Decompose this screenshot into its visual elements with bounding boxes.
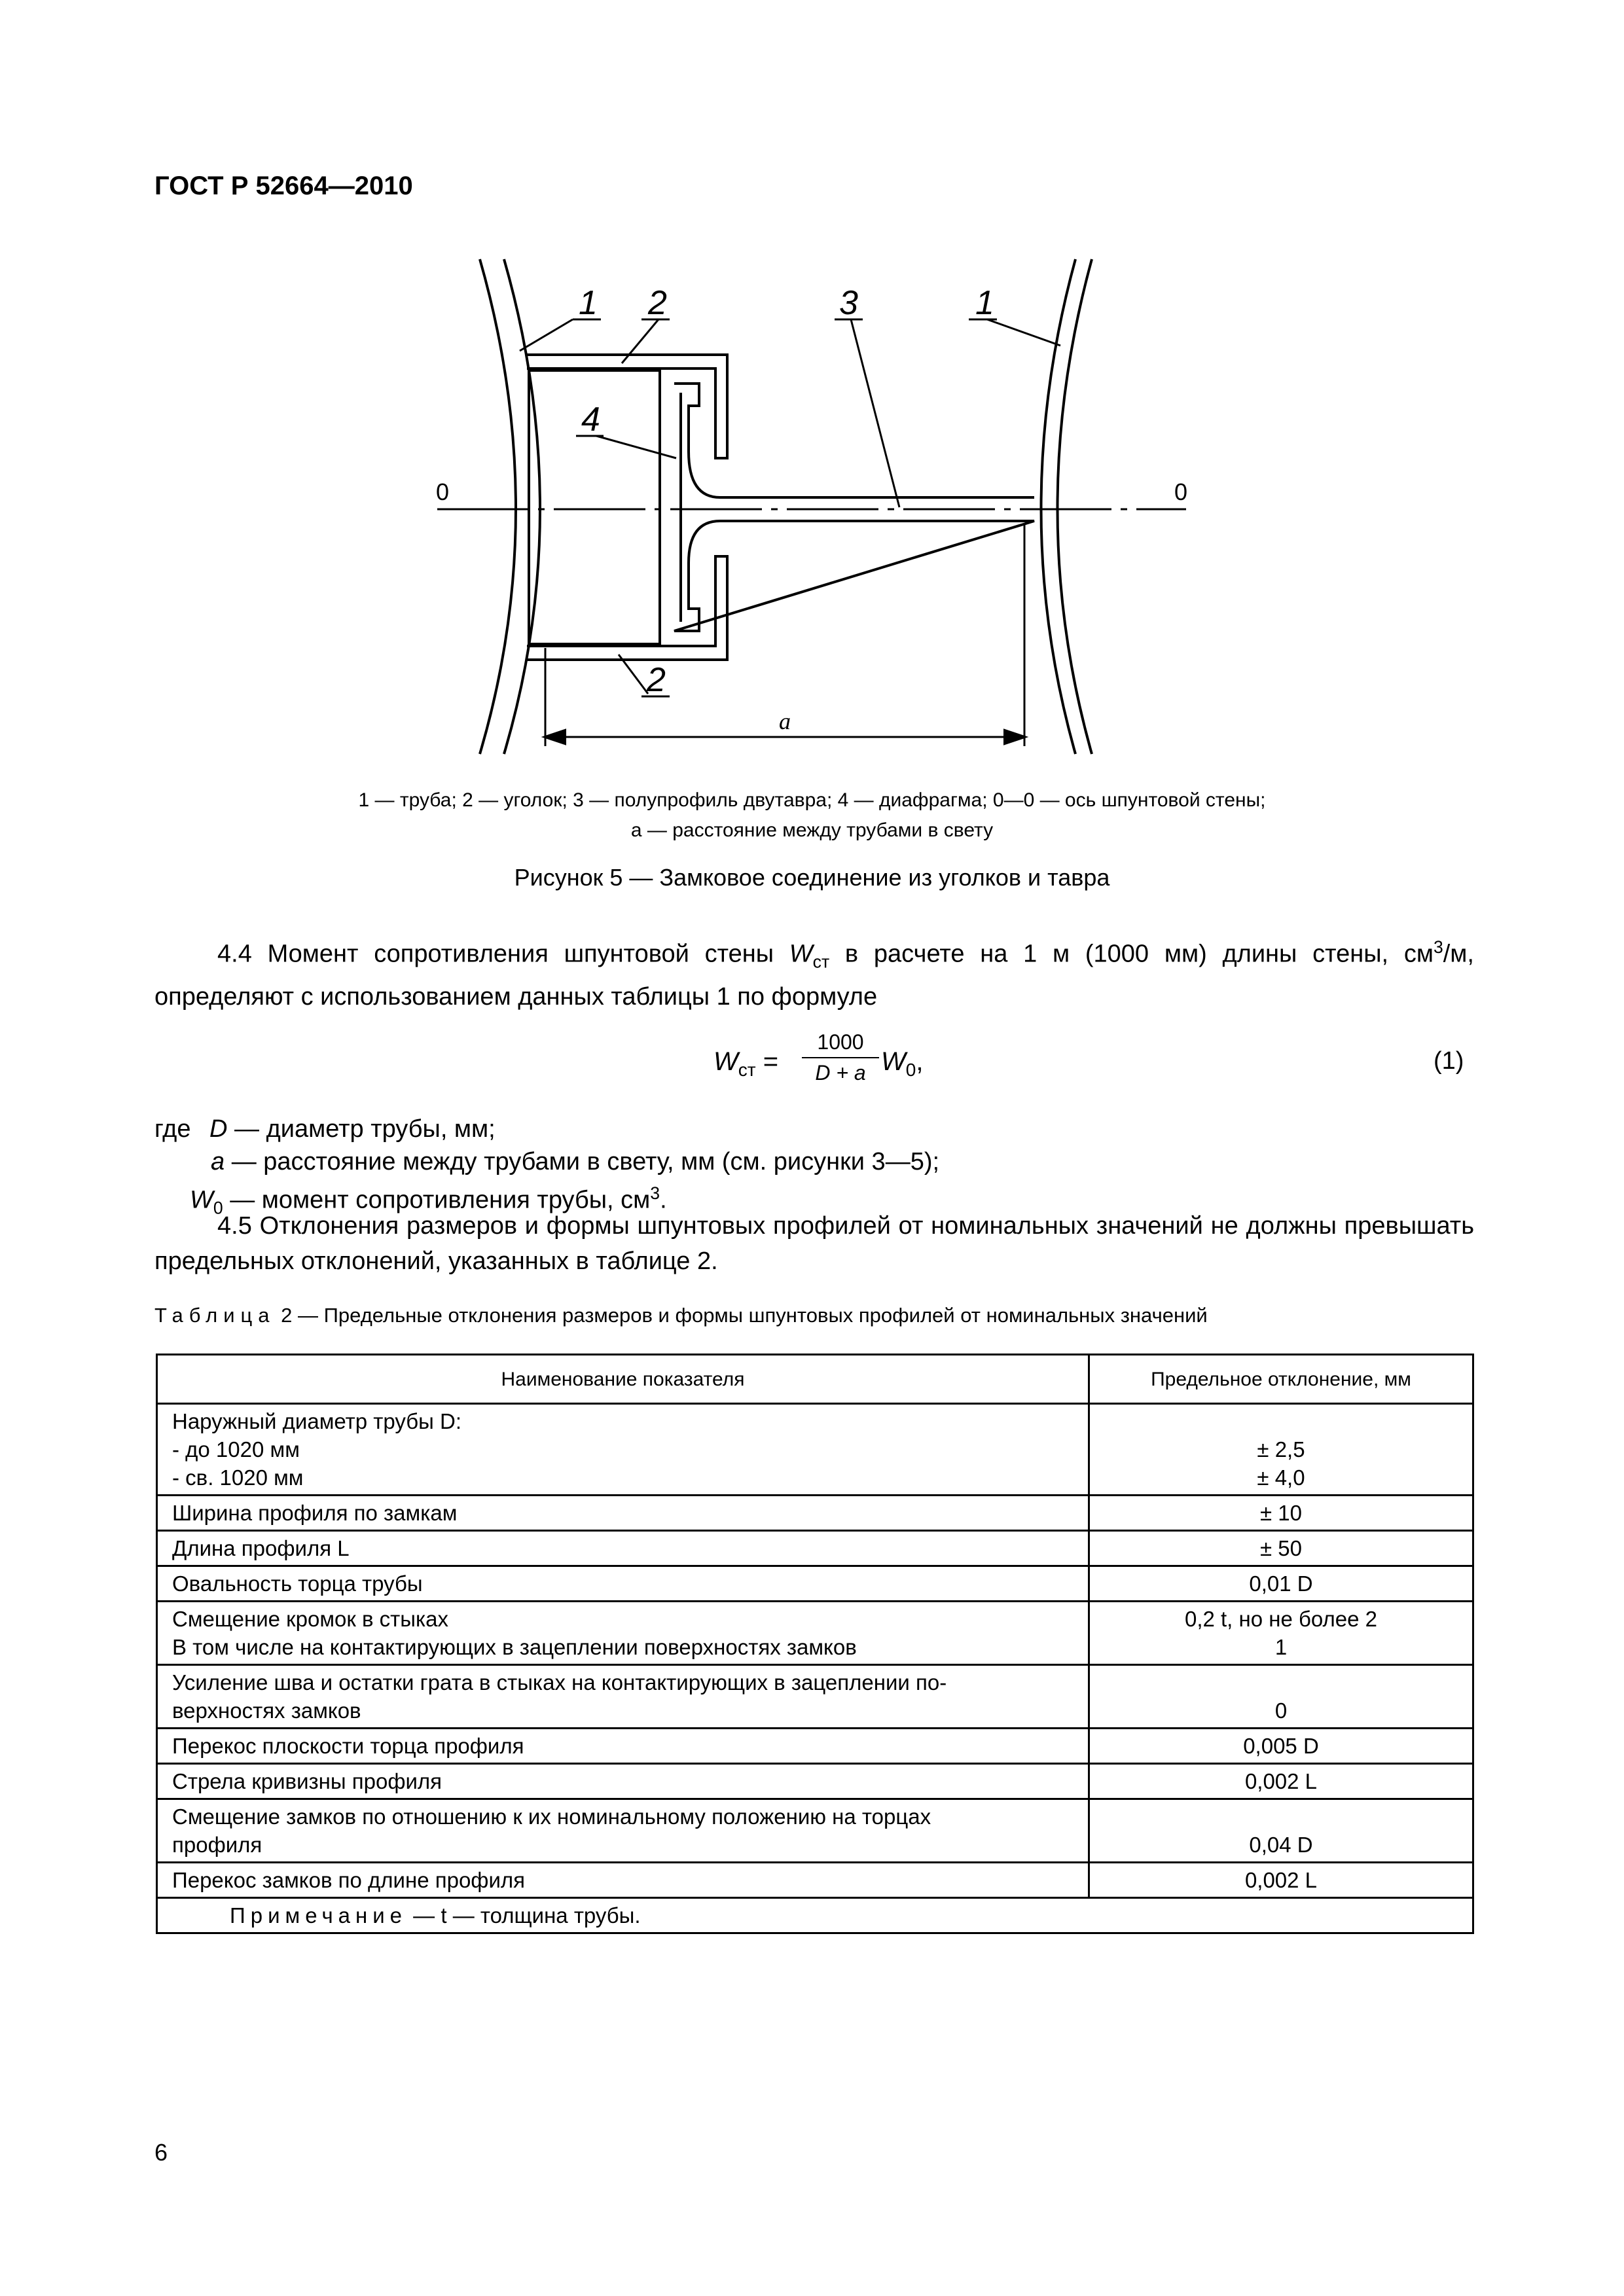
figure-label-4: 4: [581, 401, 600, 439]
row-name-line: верхностях замков: [172, 1698, 361, 1723]
row-name: [157, 1863, 1089, 1898]
table-caption-rest: 2 — Предельные отклонения размеров и формы шпунтовых профилей от номинальных значений: [275, 1304, 1208, 1327]
row-name-line: Длина профиля L: [172, 1536, 350, 1560]
row-value-line: 0,04 D: [1249, 1833, 1313, 1857]
figure-label-1-right: 1: [975, 284, 994, 322]
note-rest: — t — толщина трубы.: [407, 1903, 641, 1928]
row-name-line: - до 1020 мм: [172, 1437, 300, 1462]
row-value-line: ± 50: [1260, 1536, 1302, 1560]
figure-legend-line-2: a — расстояние между трубами в свету: [630, 819, 994, 841]
row-name: [157, 1665, 1089, 1729]
leader-4: [596, 436, 676, 458]
row-name-line: Перекос замков по длине профиля: [172, 1868, 526, 1892]
row-value: [1089, 1531, 1473, 1566]
formula-rhs: [881, 1047, 923, 1081]
row-name: [157, 1531, 1089, 1566]
row-name-line: - св. 1020 мм: [172, 1465, 304, 1490]
row-name-line: Смещение замков по отношению к их номинальному положению на торцах: [172, 1804, 931, 1829]
where-w0-sub: 0: [213, 1198, 223, 1218]
figure-legend: [0, 785, 1624, 846]
p44-unit-sup: 3: [1433, 937, 1443, 957]
table-row: [157, 1764, 1473, 1799]
row-value: [1089, 1799, 1473, 1863]
where-lead: где: [154, 1115, 191, 1143]
figure-5-drawing: [0, 0, 1624, 785]
table-row: [157, 1496, 1473, 1531]
note-word: Примечание: [230, 1903, 408, 1928]
row-value: [1089, 1496, 1473, 1531]
formula-lhs: [713, 1047, 778, 1081]
figure-label-2-upper: 2: [648, 284, 667, 322]
right-pipe-wall-outer: [1058, 259, 1092, 754]
left-pipe-wall-outer: [480, 259, 516, 754]
table-row: [157, 1799, 1473, 1863]
where-w0-end: .: [660, 1186, 667, 1214]
where-a-symbol: a: [211, 1148, 225, 1175]
row-name-line: Овальность торца трубы: [172, 1571, 423, 1596]
formula-lhs-sub: ст: [738, 1060, 756, 1080]
p44-text-after: /м, определяют с использованием данных таблицы 1 по формуле: [154, 940, 1474, 1011]
table-2-caption: [154, 1304, 1208, 1327]
row-name-line: Смещение кромок в стыках: [172, 1607, 449, 1631]
where-w0-sup: 3: [650, 1183, 660, 1203]
formula-denominator: D + a: [815, 1061, 866, 1085]
formula-rhs-sub: 0: [905, 1060, 916, 1080]
formula-rhs-symbol: W: [881, 1047, 906, 1076]
row-name-line: Ширина профиля по замкам: [172, 1501, 458, 1525]
table-row: [157, 1566, 1473, 1602]
axis-label-right: 0: [1174, 478, 1188, 505]
leader-2-upper: [622, 319, 659, 363]
formula-1: [713, 1028, 975, 1100]
figure-label-3: 3: [839, 284, 858, 322]
row-value-line: ± 2,5: [1257, 1437, 1305, 1462]
leader-1-right: [987, 319, 1060, 346]
row-value: [1089, 1665, 1473, 1729]
header-value: Предельное отклонение, мм: [1089, 1355, 1473, 1404]
row-name: [157, 1602, 1089, 1665]
table-row: [157, 1665, 1473, 1729]
formula-fraction: [802, 1030, 879, 1085]
row-value-line: 0,005 D: [1243, 1734, 1319, 1758]
figure-legend-line-1: 1 — труба; 2 — уголок; 3 — полупрофиль двутавра; 4 — диафрагма; 0—0 — ось шпунтовой стены;: [358, 789, 1266, 811]
formula-number: (1): [1434, 1047, 1464, 1075]
row-name: [157, 1729, 1089, 1764]
table-2: [156, 1354, 1474, 1934]
table-caption-word: Таблица: [154, 1304, 276, 1327]
row-value-line: ± 10: [1260, 1501, 1302, 1525]
table-row: [157, 1531, 1473, 1566]
drawing-lines: [437, 259, 1186, 754]
figure-label-1-left: 1: [579, 284, 598, 322]
table-row: [157, 1863, 1473, 1898]
leader-3: [851, 319, 899, 507]
row-name-line: профиля: [172, 1833, 262, 1857]
row-value: [1089, 1764, 1473, 1799]
table-body: [157, 1404, 1473, 1898]
row-value-line: 0,002 L: [1244, 1868, 1318, 1892]
header-name: Наименование показателя: [157, 1355, 1089, 1404]
where-d-symbol: D: [209, 1115, 228, 1143]
row-name-line: В том числе на контактирующих в зацеплении поверхностях замков: [172, 1635, 857, 1659]
row-name: [157, 1496, 1089, 1531]
dimension-label-a: a: [779, 708, 791, 734]
table-row: [157, 1729, 1473, 1764]
leader-1-left: [520, 319, 573, 351]
formula-tail: ,: [916, 1047, 924, 1076]
left-pipe-wall-inner: [504, 259, 540, 754]
paragraph-4-4: [154, 929, 1474, 1014]
row-value-line: 0,01 D: [1249, 1571, 1313, 1596]
row-value-line: 0,2 t, но не более 2: [1184, 1607, 1378, 1631]
row-value-line: 0,002 L: [1244, 1769, 1318, 1793]
figure-label-2-lower: 2: [647, 661, 666, 699]
row-name: [157, 1404, 1089, 1496]
dimension-arrow-right: [1005, 730, 1024, 744]
row-name: [157, 1799, 1089, 1863]
p44-text-before: 4.4 Момент сопротивления шпунтовой стены: [217, 940, 789, 968]
where-d-text: — диаметр трубы, мм;: [234, 1115, 496, 1143]
row-name: [157, 1566, 1089, 1602]
row-value-line: 0: [1274, 1698, 1288, 1723]
page-number: 6: [154, 2139, 168, 2166]
row-name: [157, 1764, 1089, 1799]
formula-numerator: 1000: [802, 1030, 879, 1058]
p44-text-mid: в расчете на 1 м (1000 мм) длины стены, см: [829, 940, 1434, 968]
row-name-line: Наружный диаметр трубы D:: [172, 1409, 462, 1433]
where-a-text: — расстояние между трубами в свету, мм (см. рисунки 3—5);: [231, 1148, 940, 1175]
row-name-line: Перекос плоскости торца профиля: [172, 1734, 524, 1758]
row-value-line: 1: [1274, 1635, 1288, 1659]
row-value: [1089, 1566, 1473, 1602]
formula-equals: =: [763, 1047, 779, 1076]
figure-caption: Рисунок 5 — Замковое соединение из уголков и тавра: [514, 864, 1110, 891]
where-w0-symbol: W: [190, 1186, 213, 1214]
table-note-row: [157, 1898, 1473, 1933]
row-value: [1089, 1863, 1473, 1898]
table-header-row: [157, 1355, 1473, 1404]
document-header: ГОСТ Р 52664—2010: [154, 171, 413, 200]
row-value-line: ± 4,0: [1257, 1465, 1305, 1490]
table-row: [157, 1602, 1473, 1665]
where-w0-text: — момент сопротивления трубы, см: [230, 1186, 651, 1214]
p44-symbol: W: [789, 940, 813, 968]
row-value: [1089, 1404, 1473, 1496]
table-row: [157, 1404, 1473, 1496]
dimension-arrow-left: [545, 730, 565, 744]
formula-lhs-symbol: W: [713, 1047, 738, 1076]
table-note: [157, 1898, 1473, 1933]
row-value: [1089, 1602, 1473, 1665]
row-name-line: Стрела кривизны профиля: [172, 1769, 442, 1793]
row-name-line: Усиление шва и остатки грата в стыках на контактирующих в зацеплении по-: [172, 1670, 947, 1695]
row-value: [1089, 1729, 1473, 1764]
axis-label-left: 0: [436, 478, 450, 505]
p44-symbol-sub: ст: [812, 952, 830, 972]
paragraph-4-5: 4.5 Отклонения размеров и формы шпунтовых профилей от номинальных значений не должны превышать предельных отклонений, указанных в таблице 2.: [154, 1212, 1474, 1275]
